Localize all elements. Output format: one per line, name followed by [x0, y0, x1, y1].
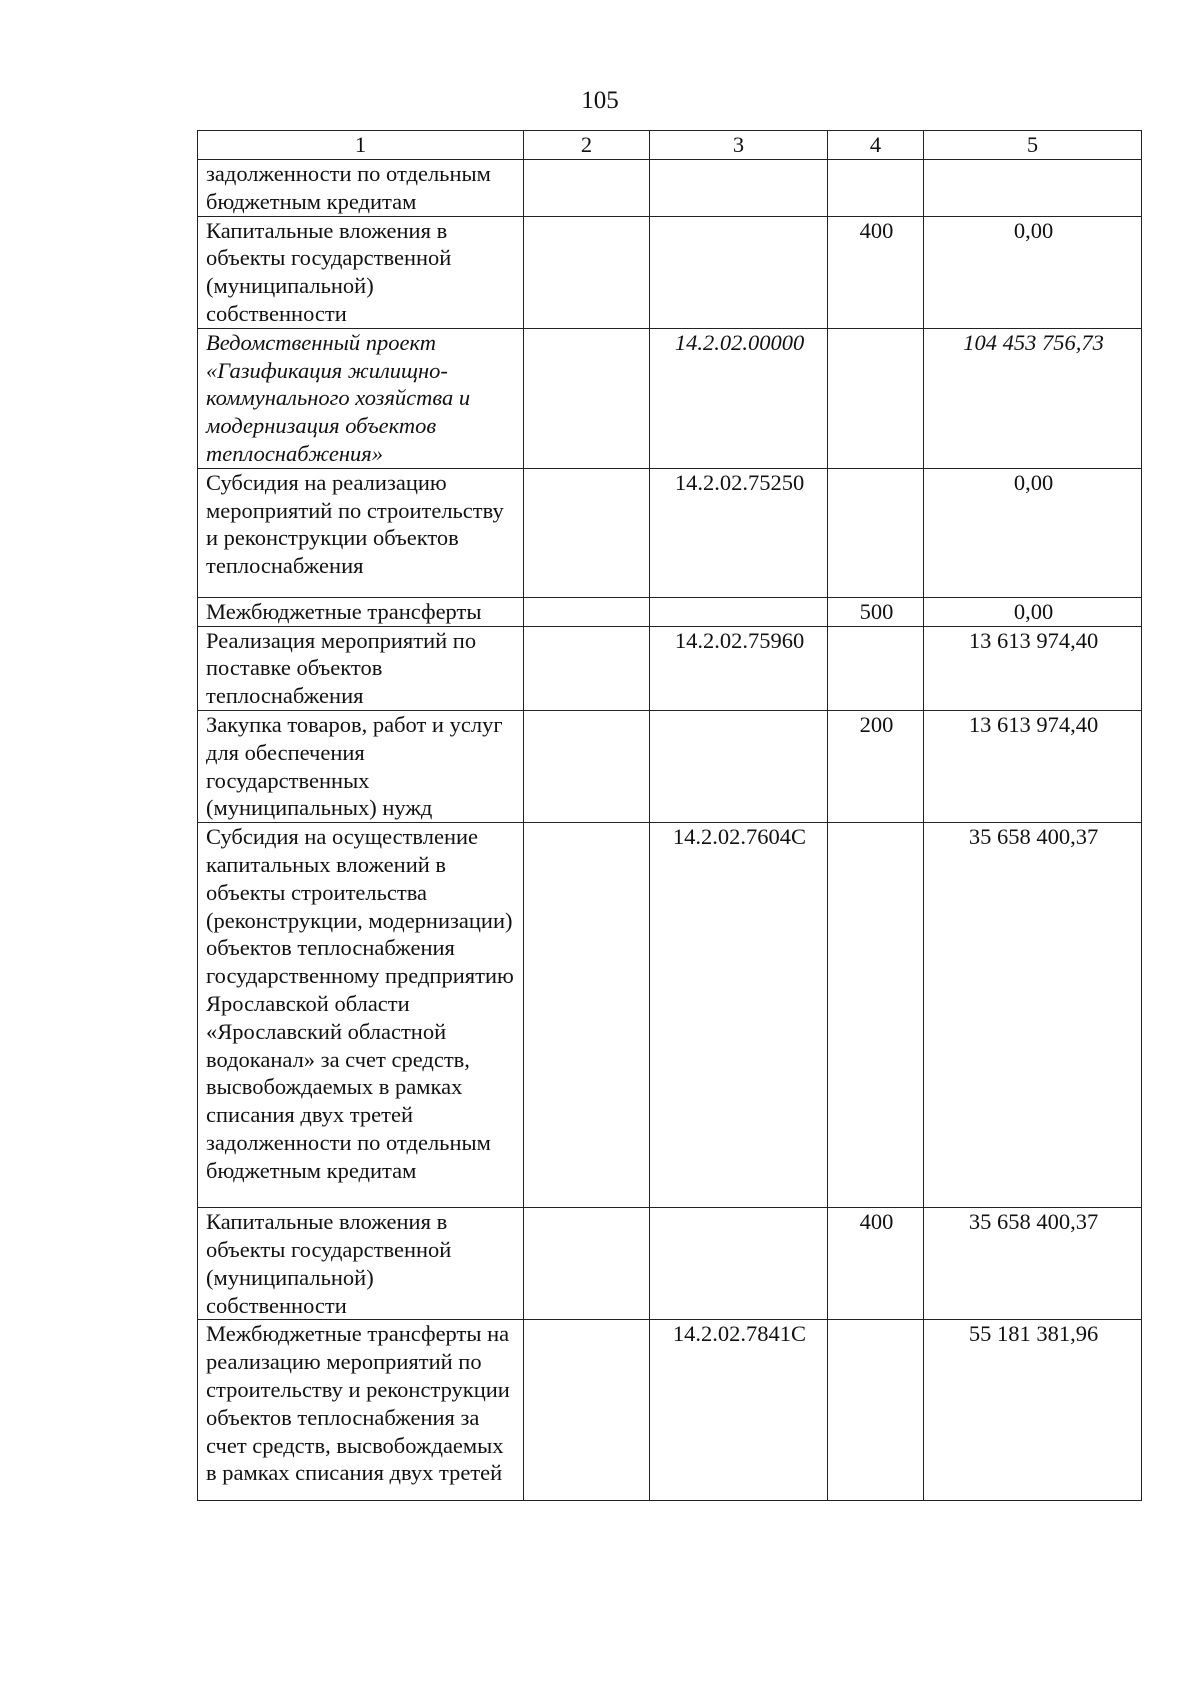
table-row	[198, 597, 1142, 626]
row-col2-cell	[524, 710, 650, 822]
row-type-cell	[828, 1320, 924, 1501]
row-name-cell: Закупка товаров, работ и услуг для обеспечения государственных (муниципальных) нужд	[198, 710, 524, 822]
row-col2-cell	[524, 626, 650, 710]
row-sum-cell: 55 181 381,96	[924, 1320, 1142, 1501]
row-code-cell: 14.2.02.75250	[650, 468, 828, 597]
row-col2-cell	[524, 597, 650, 626]
table-row	[198, 468, 1142, 597]
header-col-5: 5	[924, 131, 1142, 160]
table-header-row	[198, 131, 1142, 160]
row-col2-cell	[524, 160, 650, 217]
row-code-cell	[650, 597, 828, 626]
row-type-cell: 400	[828, 1208, 924, 1320]
row-type-cell: 500	[828, 597, 924, 626]
row-type-cell	[828, 160, 924, 217]
header-col-4: 4	[828, 131, 924, 160]
table-row	[198, 160, 1142, 217]
row-type-cell	[828, 823, 924, 1208]
row-name-cell: Межбюджетные трансферты на реализацию мероприятий по строительству и реконструкции объектов теплоснабжения за счет средств, высвобождаемых в рамках списания двух третей	[198, 1320, 524, 1501]
table-row	[198, 1320, 1142, 1501]
row-type-cell: 200	[828, 710, 924, 822]
row-type-cell	[828, 328, 924, 468]
header-col-3: 3	[650, 131, 828, 160]
table-row	[198, 710, 1142, 822]
row-type-cell	[828, 626, 924, 710]
table-row	[198, 216, 1142, 328]
row-code-cell	[650, 1208, 828, 1320]
row-sum-cell: 13 613 974,40	[924, 710, 1142, 822]
row-col2-cell	[524, 328, 650, 468]
row-name-cell: задолженности по отдельным бюджетным кредитам	[198, 160, 524, 217]
row-sum-cell: 0,00	[924, 468, 1142, 597]
row-code-cell: 14.2.02.00000	[650, 328, 828, 468]
row-name-cell: Ведомственный проект «Газификация жилищно-коммунального хозяйства и модернизация объектов теплоснабжения»	[198, 328, 524, 468]
row-sum-cell: 13 613 974,40	[924, 626, 1142, 710]
table-row	[198, 626, 1142, 710]
row-sum-cell: 0,00	[924, 216, 1142, 328]
row-code-cell: 14.2.02.75960	[650, 626, 828, 710]
row-name-cell: Субсидия на осуществление капитальных вложений в объекты строительства (реконструкции, модернизации) объектов теплоснабжения государственному предприятию Ярославской области «Ярославский областной водоканал» за счет средств, высвобождаемых в рамках списания двух третей задолженности по отдельным бюджетным кредитам	[198, 823, 524, 1208]
table-row	[198, 1208, 1142, 1320]
row-col2-cell	[524, 823, 650, 1208]
row-code-cell: 14.2.02.7604С	[650, 823, 828, 1208]
page-number: 105	[581, 87, 619, 114]
row-sum-cell: 104 453 756,73	[924, 328, 1142, 468]
table-row	[198, 823, 1142, 1208]
row-name-cell: Капитальные вложения в объекты государственной (муниципальной) собственности	[198, 216, 524, 328]
table-body	[198, 160, 1142, 1501]
header-col-2: 2	[524, 131, 650, 160]
row-col2-cell	[524, 1208, 650, 1320]
table-row	[198, 328, 1142, 468]
row-sum-cell	[924, 160, 1142, 217]
header-col-1: 1	[198, 131, 524, 160]
row-type-cell	[828, 468, 924, 597]
row-col2-cell	[524, 468, 650, 597]
row-name-cell: Субсидия на реализацию мероприятий по строительству и реконструкции объектов теплоснабжения	[198, 468, 524, 597]
row-name-cell: Капитальные вложения в объекты государственной (муниципальной) собственности	[198, 1208, 524, 1320]
row-name-cell: Реализация мероприятий по поставке объектов теплоснабжения	[198, 626, 524, 710]
row-code-cell	[650, 160, 828, 217]
row-code-cell: 14.2.02.7841С	[650, 1320, 828, 1501]
budget-table	[197, 130, 1142, 1501]
row-sum-cell: 35 658 400,37	[924, 1208, 1142, 1320]
row-sum-cell: 0,00	[924, 597, 1142, 626]
row-sum-cell: 35 658 400,37	[924, 823, 1142, 1208]
row-code-cell	[650, 710, 828, 822]
row-type-cell: 400	[828, 216, 924, 328]
row-col2-cell	[524, 216, 650, 328]
row-code-cell	[650, 216, 828, 328]
row-col2-cell	[524, 1320, 650, 1501]
row-name-cell: Межбюджетные трансферты	[198, 597, 524, 626]
